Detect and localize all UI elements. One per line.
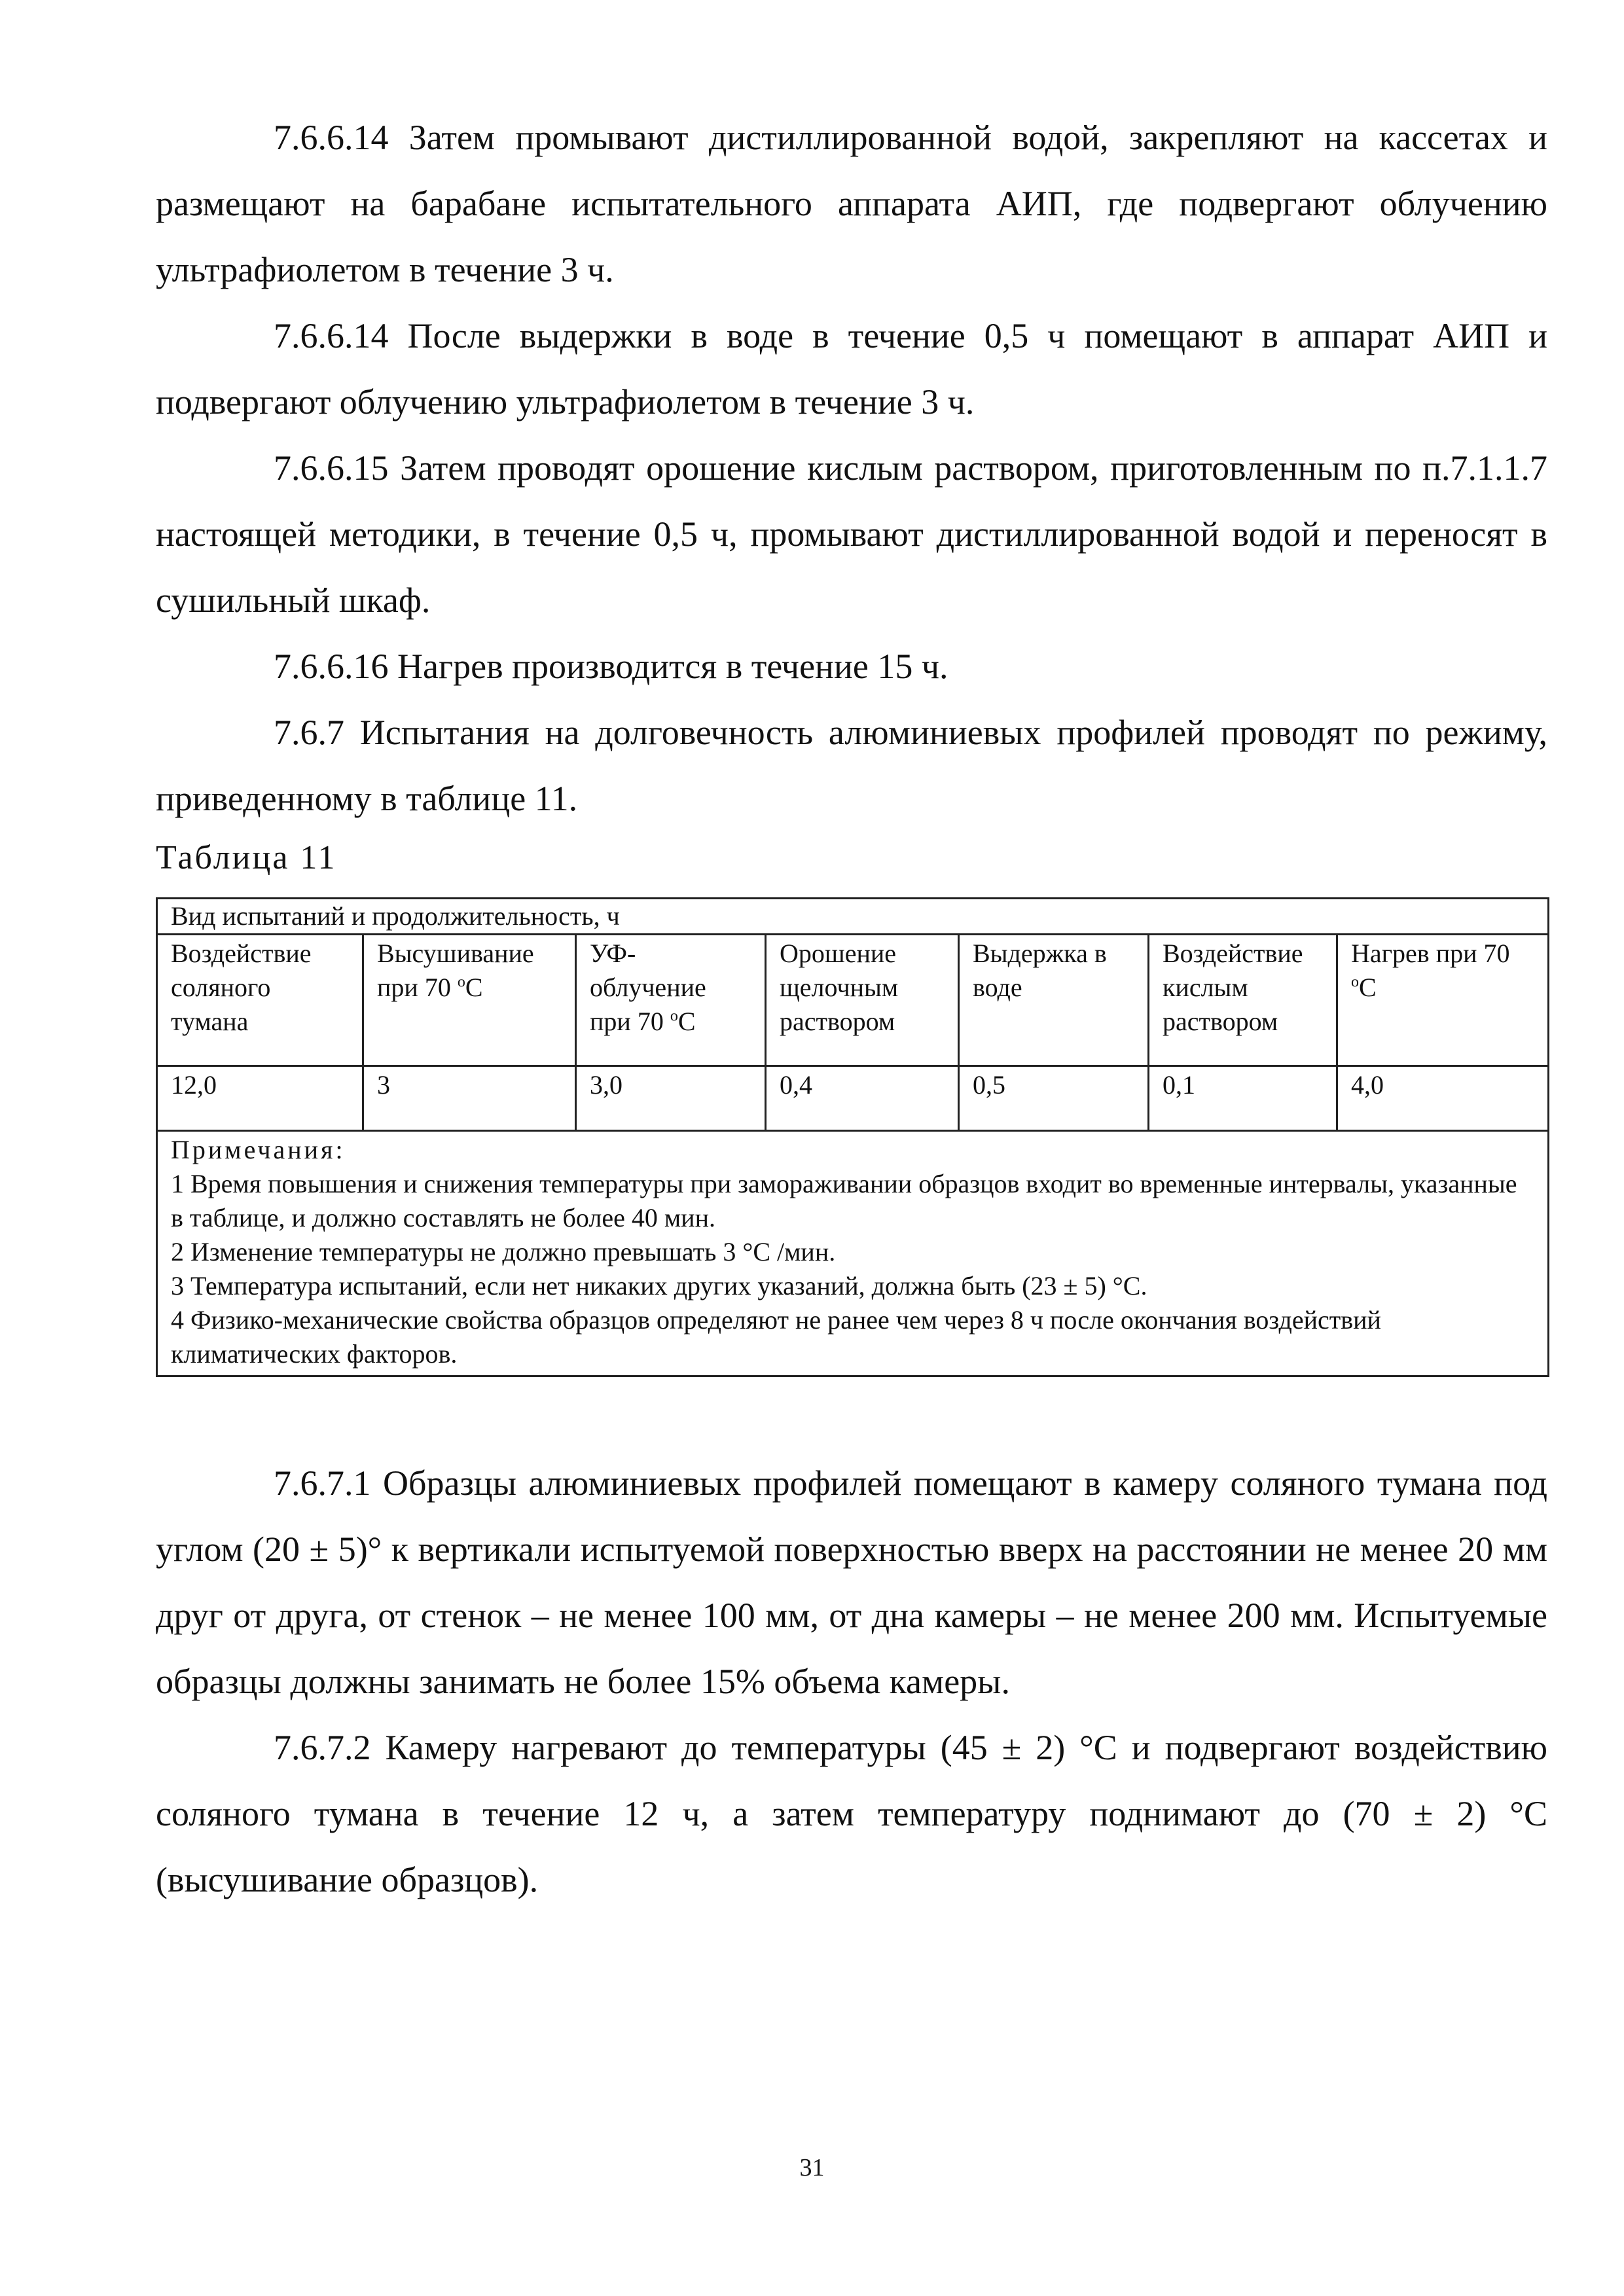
note-item: 1 Время повышения и снижения температуры при замораживании образцов входит во временные интервалы, указанные в таблице, и должно составлять не более 40 мин.	[171, 1169, 1517, 1232]
table-caption: Таблица 11	[156, 839, 337, 876]
header-acid: Воздействие кислым раствором	[1149, 935, 1337, 1066]
table-notes	[157, 1131, 1549, 1376]
note-item: 3 Температура испытаний, если нет никаких других указаний, должна быть (23 ± 5) °С.	[171, 1271, 1147, 1300]
header-salt-fog: Воздействие соляного тумана	[157, 935, 363, 1066]
table-cell: 0,1	[1149, 1066, 1337, 1131]
table-cell: 3	[363, 1066, 576, 1131]
paragraph-7-6-7: 7.6.7 Испытания на долговечность алюминиевых профилей проводят по режиму, приведенному в таблице 11.	[156, 713, 1547, 818]
paragraph-7-6-6-15: 7.6.6.15 Затем проводят орошение кислым раствором, приготовленным по п.7.1.1.7 настоящей методики, в течение 0,5 ч, промывают дистиллированной водой и переносят в сушильный шкаф.	[156, 448, 1547, 620]
header-drying: Высушивание при 70 $^o$С	[363, 935, 576, 1066]
paragraph-7-6-6-14-a: 7.6.6.14 Затем промывают дистиллированной водой, закрепляют на кассетах и размещают на барабане испытательного аппарата АИП, где подвергают облучению ультрафиолетом в течение 3 ч.	[156, 118, 1547, 289]
table-cell: 4,0	[1337, 1066, 1549, 1131]
note-item: 2 Изменение температуры не должно превышать 3 °С /мин.	[171, 1237, 836, 1266]
notes-title: Примечания:	[171, 1135, 346, 1164]
table-cell: 3,0	[576, 1066, 766, 1131]
paragraph-7-6-6-16: 7.6.6.16 Нагрев производится в течение 15 ч.	[274, 647, 948, 686]
header-heating: Нагрев при 70 $^o$С	[1337, 935, 1549, 1066]
table-notes-row	[157, 1131, 1549, 1376]
paragraph-7-6-7-2: 7.6.7.2 Камеру нагревают до температуры (45 ± 2) °С и подвергают воздействию соляного тумана в течение 12 ч, а затем температуру поднимают до (70 ± 2) °С (высушивание образцов).	[156, 1728, 1547, 1899]
table-header-row	[157, 935, 1549, 1066]
table-value-row	[157, 1066, 1549, 1131]
table-cell: 0,5	[959, 1066, 1149, 1131]
table-cell: 0,4	[766, 1066, 959, 1131]
test-modes-table	[156, 897, 1549, 1377]
table-title-row	[157, 899, 1549, 935]
header-water-soak: Выдержка в воде	[959, 935, 1149, 1066]
note-item: 4 Физико-механические свойства образцов определяют не ранее чем через 8 ч после окончания воздействий климатических факторов.	[171, 1305, 1381, 1369]
document-page	[156, 105, 1547, 1913]
table-cell: 12,0	[157, 1066, 363, 1131]
header-uv: УФ-облучение при 70 $^o$С	[576, 935, 766, 1066]
header-alkaline-spray: Орошение щелочным раствором	[766, 935, 959, 1066]
page-number: 31	[799, 2154, 825, 2181]
paragraph-7-6-6-14-b: 7.6.6.14 После выдержки в воде в течение 0,5 ч помещают в аппарат АИП и подвергают облучению ультрафиолетом в течение 3 ч.	[156, 316, 1547, 422]
table-title: Вид испытаний и продолжительность, ч	[157, 899, 1549, 935]
paragraph-7-6-7-1: 7.6.7.1 Образцы алюминиевых профилей помещают в камеру соляного тумана под углом (20 ± 5)° к вертикали испытуемой поверхностью вверх на расстоянии не менее 20 мм друг от друга, от стенок – не менее 100 мм, от дна камеры – не менее 200 мм. Испытуемые образцы должны занимать не более 15% объема камеры.	[156, 1463, 1547, 1701]
